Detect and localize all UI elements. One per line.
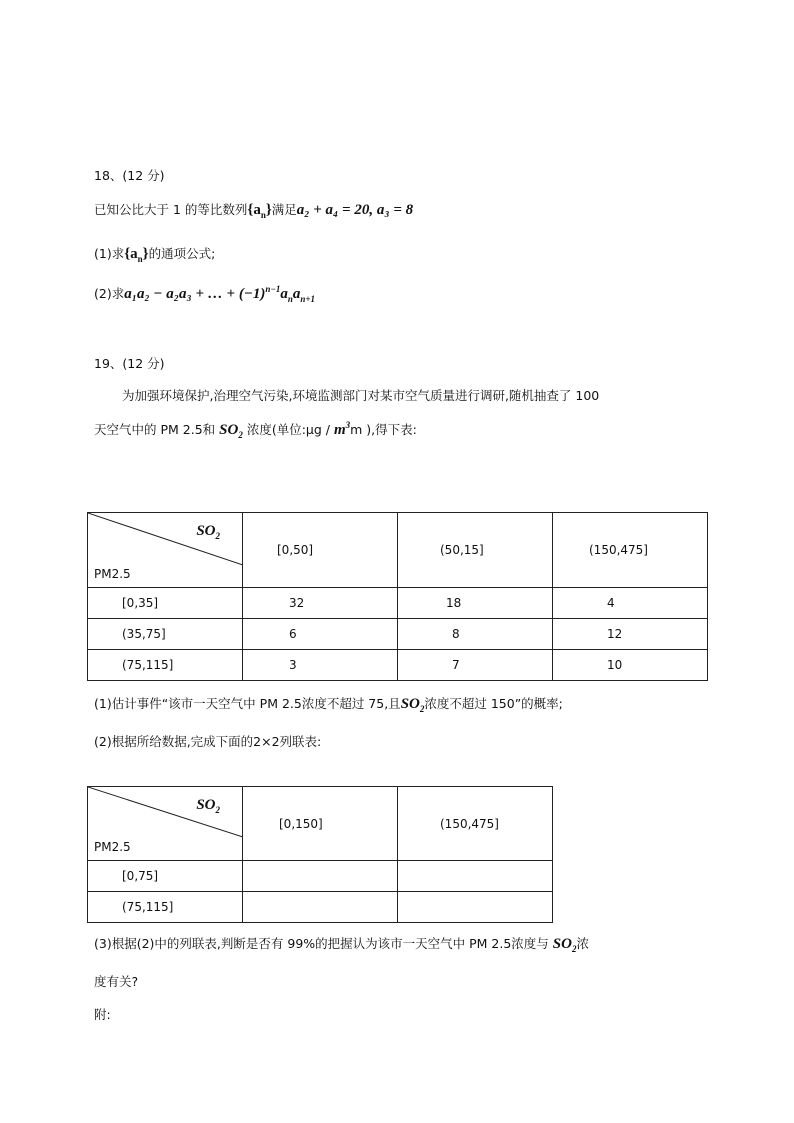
column-header: [0,150] [243, 787, 398, 861]
row-label: (75,115] [88, 650, 243, 681]
blank-cell[interactable] [398, 861, 553, 892]
row-label: (75,115] [88, 892, 243, 923]
table-cell: 12 [553, 619, 708, 650]
blank-cell[interactable] [243, 861, 398, 892]
table-corner-cell [88, 513, 243, 588]
table-header-row [88, 513, 708, 588]
blank-cell[interactable] [398, 892, 553, 923]
q18-stem-seq: $\{a_n\}$ [247, 202, 272, 220]
table-row [88, 588, 708, 619]
q19-intro-line2: 天空气中的 PM 2.5和 $SO_2$ 浓度(单位:μg / $m^3m$ ),得下表: [94, 420, 417, 440]
m3-symbol: $m^3$ [333, 420, 351, 438]
table-row [88, 861, 553, 892]
row-label: [0,75] [88, 861, 243, 892]
table-row [88, 619, 708, 650]
table-cell: 18 [398, 588, 553, 619]
appendix-label: 附: [94, 1007, 111, 1022]
table-cell: 10 [553, 650, 708, 681]
table-header-row [88, 787, 553, 861]
contingency-table [87, 786, 553, 923]
row-label: [0,35] [88, 588, 243, 619]
q18-part1: (1)求$\{a_n\}$的通项公式; [94, 246, 216, 264]
corner-pm25-label: PM2.5 [94, 567, 131, 581]
so2-symbol: $SO_2$ [219, 422, 243, 440]
q19-part3: (3)根据(2)中的列联表,判断是否有 99%的把握认为该市一天空气中 PM 2.5浓度与 $SO_2$浓 [94, 936, 589, 954]
so2-symbol: $SO_2$ [552, 936, 577, 954]
q18-stem-condition: a₂ + a₄ = 20, a₃ = 8 [296, 202, 414, 218]
table-cell: 8 [398, 619, 553, 650]
q18-part1-seq: $\{a_n\}$ [124, 246, 149, 264]
column-header: (150,475] [553, 513, 708, 588]
q18-heading: 18、(12 分) [94, 168, 165, 183]
blank-cell[interactable] [243, 892, 398, 923]
table-cell: 32 [243, 588, 398, 619]
table-row [88, 892, 553, 923]
corner-pm25-label: PM2.5 [94, 840, 131, 854]
column-header: (50,15] [398, 513, 553, 588]
corner-so2-label: $SO_2$ [196, 523, 220, 541]
table-cell: 4 [553, 588, 708, 619]
q19-part2: (2)根据所给数据,完成下面的2×2列联表: [94, 734, 322, 749]
q18-stem-mid: 满足 [271, 202, 297, 217]
column-header: (150,475] [398, 787, 553, 861]
q18-stem [94, 200, 413, 220]
column-header: [0,50] [243, 513, 398, 588]
q19-intro-line1: 为加强环境保护,治理空气污染,环境监测部门对某市空气质量进行调研,随机抽查了 100 [122, 388, 600, 403]
corner-so2-label: $SO_2$ [196, 797, 220, 815]
table-corner-cell [88, 787, 243, 861]
table-cell: 3 [243, 650, 398, 681]
data-table [87, 512, 708, 681]
q18-part2: (2)求a₁a₂ − a₂a₃ + … + $(-1)^{n-1}a_na_{n+1}$ [94, 284, 316, 304]
table-row [88, 650, 708, 681]
q19-heading: 19、(12 分) [94, 356, 165, 371]
q18-stem-text: 已知公比大于 1 的等比数列 [94, 202, 248, 217]
table-cell: 7 [398, 650, 553, 681]
q18-part2-expression: a₁a₂ − a₂a₃ + … + $(-1)^{n-1}a_na_{n+1}$ [124, 284, 316, 304]
q19-part3-line2: 度有关? [94, 974, 139, 989]
table-cell: 6 [243, 619, 398, 650]
so2-symbol: $SO_2$ [400, 696, 425, 714]
row-label: (35,75] [88, 619, 243, 650]
q19-part1: (1)估计事件“该市一天空气中 PM 2.5浓度不超过 75,且$SO_2$浓度不超过 150”的概率; [94, 696, 563, 714]
